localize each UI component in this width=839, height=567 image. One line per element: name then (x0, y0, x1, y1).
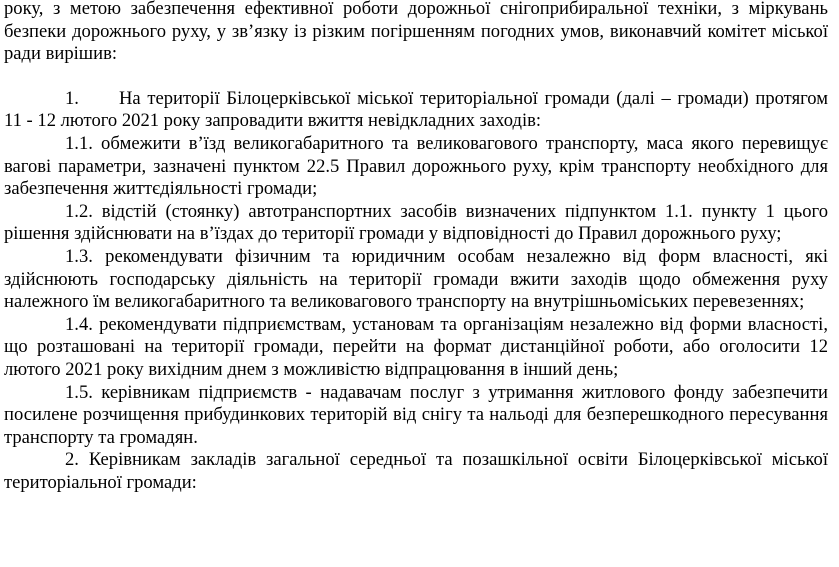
item-2-paragraph: 2. Керівникам закладів загальної середньої та позашкільної освіти Білоцерківської міської територіальної громади: (4, 449, 828, 493)
item-1-number: 1. (65, 87, 79, 109)
intro-paragraph: року, з метою забезпечення ефективної роботи дорожньої снігоприбиральної техніки, з міркувань безпеки дорожнього руху, у зв’язку із різким погіршенням погодних умов, виконавчий комітет міської ради вирішив: (4, 0, 828, 65)
item-1-paragraph (4, 88, 828, 133)
item-1-text: На території Білоцерківської міської територіальної громади (далі – громади) протягом 11 - 12 лютого 2021 року запровадити вжиття невідкладних заходів: (4, 87, 828, 132)
sub-item-1-1: 1.1. обмежити в’їзд великогабаритного та великовагового транспорту, маса якого перевищує вагові параметри, зазначені пунктом 22.5 Правил дорожнього руху, крім транспорту необхідного для забезпечення життєдіяльності громади; (4, 132, 828, 200)
sub-item-1-2: 1.2. відстій (стоянку) автотранспортних засобів визначених підпунктом 1.1. пункту 1 цього рішення здійснювати на в’їздах до території громади у відповідності до Правил дорожнього руху; (4, 200, 828, 245)
sub-item-1-3: 1.3. рекомендувати фізичним та юридичним особам незалежно від форм власності, які здійснюють господарську діяльність на території громади вжити заходів щодо обмеження руху належного їм великогабаритного та великовагового транспорту на внутрішньоміських перевезеннях; (4, 245, 828, 313)
sub-item-1-5: 1.5. керівникам підприємств - надавачам послуг з утримання житлового фонду забезпечити посилене розчищення прибудинкових територій від снігу та нальоді для безперешкодного пересування транспорту та громадян. (4, 381, 828, 448)
sub-item-1-4: 1.4. рекомендувати підприємствам, установам та організаціям незалежно від форми власності, що розташовані на території громади, перейти на формат дистанційної роботи, або оголосити 12 лютого 2021 року вихідним днем з можливістю відпрацювання в інший день; (4, 313, 828, 380)
document-page (4, 0, 828, 494)
